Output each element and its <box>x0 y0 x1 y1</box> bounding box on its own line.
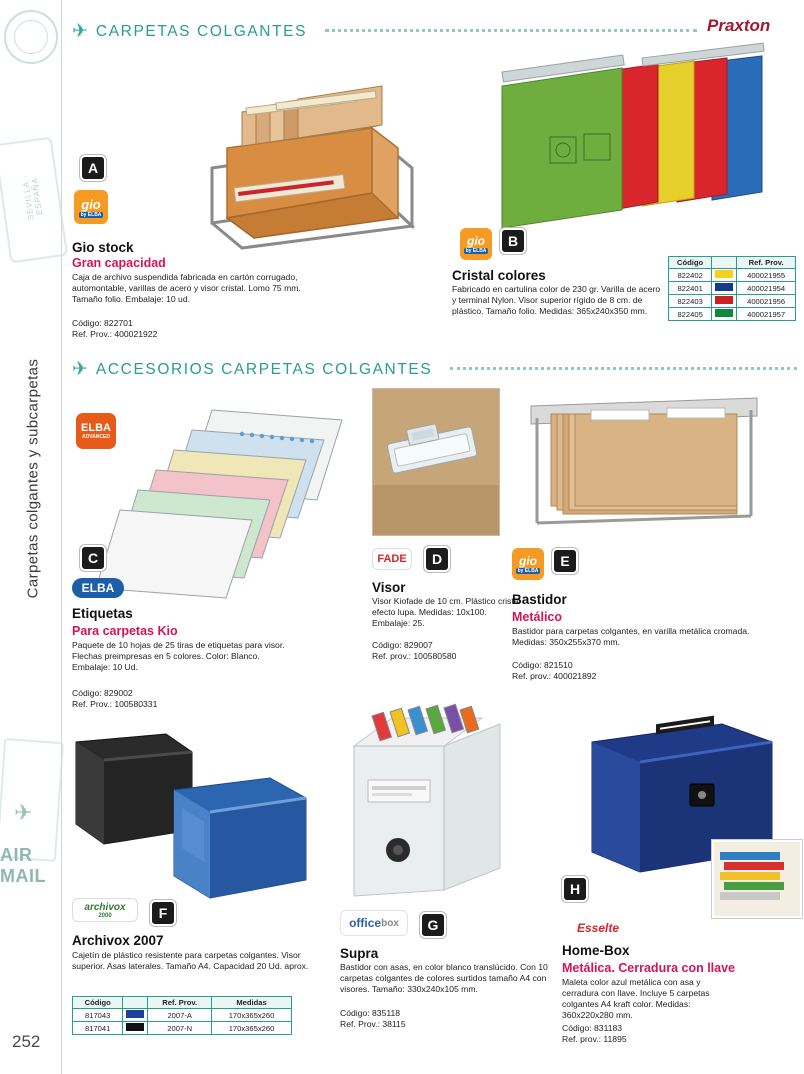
product-badge-d: D <box>424 546 450 572</box>
page-content <box>62 0 804 1074</box>
divider <box>450 367 797 370</box>
cell-color <box>712 308 737 321</box>
product-badge-b: B <box>500 228 526 254</box>
table-row <box>669 308 796 321</box>
cell-codigo: 822401 <box>669 282 712 295</box>
product-inset-image-home-box <box>712 840 802 918</box>
th-color <box>712 257 737 269</box>
product-code-e: Código: 821510 <box>512 660 573 670</box>
product-name-b: Cristal colores <box>452 268 546 283</box>
product-desc-e: Bastidor para carpetas colgantes, en varilla metálica cromada. Medidas: 350x255x370 mm. <box>512 626 750 647</box>
spec-table-b <box>668 256 796 321</box>
product-name-f: Archivox 2007 <box>72 933 164 948</box>
product-code-a: Código: 822701 <box>72 318 133 328</box>
product-image-bastidor <box>507 388 787 548</box>
cell-codigo: 822405 <box>669 308 712 321</box>
table-row <box>73 1009 292 1022</box>
cell-codigo: 822402 <box>669 269 712 282</box>
th-codigo: Código <box>73 997 123 1009</box>
cell-color <box>123 1009 148 1022</box>
product-image-supra <box>332 700 532 910</box>
brand-logo-praxton: Praxton <box>707 16 771 35</box>
product-name-d: Visor <box>372 580 406 595</box>
cell-codigo: 817043 <box>73 1009 123 1022</box>
th-ref: Ref. Prov. <box>737 257 796 269</box>
product-code-h: Código: 831183 <box>562 1023 623 1033</box>
product-subtitle-a: Gran capacidad <box>72 256 166 270</box>
product-image-visor <box>372 388 500 536</box>
section-vertical-label: Carpetas colgantes y subcarpetas <box>24 358 42 599</box>
table-row <box>669 282 796 295</box>
table-row <box>73 1022 292 1035</box>
product-ref-c: Ref. Prov.: 100580331 <box>72 699 158 709</box>
product-name-h: Home-Box <box>562 943 630 958</box>
product-badge-h: H <box>562 876 588 902</box>
product-badge-g: G <box>420 912 446 938</box>
product-desc-b: Fabricado en cartulina color de 230 gr. Varilla de acero y terminal Nylon. Visor superior rígido de 8 cm. de plástico. Tamaño folio. Medidas: 365x240x350 mm. <box>452 284 661 316</box>
cell-color <box>712 269 737 282</box>
postmark-stamp-icon <box>4 10 58 64</box>
cell-ref: 400021955 <box>737 269 796 282</box>
cell-color <box>712 282 737 295</box>
product-name-e: Bastidor <box>512 592 567 607</box>
left-rail <box>0 0 62 1074</box>
logo-archivox: archivox 2000 <box>72 898 138 922</box>
logo-gio: gio by ELBA <box>74 190 108 224</box>
product-ref-d: Ref. prov.: 100580580 <box>372 651 457 661</box>
cell-ref: 2007-N <box>148 1022 212 1035</box>
product-code-c: Código: 829002 <box>72 688 133 698</box>
logo-gio: gio by ELBA <box>460 228 492 260</box>
divider <box>325 29 697 32</box>
product-ref-h: Ref. prov.: 11895 <box>562 1034 627 1044</box>
cell-ref: 400021956 <box>737 295 796 308</box>
th-codigo: Código <box>669 257 712 269</box>
logo-officebox: office box <box>340 910 408 936</box>
logo-elba-word: ELBA <box>72 578 124 598</box>
product-desc-g: Bastidor con asas, en color blanco translúcido. Con 10 carpetas colgantes de colores surtidos tamaño A4 con visores. Tamaño: 330x240x105 mm. <box>340 962 548 994</box>
th-medidas: Medidas <box>212 997 292 1009</box>
product-code-d: Código: 829007 <box>372 640 433 650</box>
logo-elba: ELBA ADVANCED <box>76 413 116 449</box>
product-code-g: Código: 835118 <box>340 1008 401 1018</box>
th-color <box>123 997 148 1009</box>
cell-color <box>712 295 737 308</box>
product-desc-a: Caja de archivo suspendida fabricada en cartón corrugado, automontable, varillas de acero y visor cristal. Lomo 75 mm. Tamaño folio. Embalaje: 10 ud. <box>72 272 301 304</box>
airplane-icon: ✈ <box>14 800 33 825</box>
product-name-a: Gio stock <box>72 240 134 255</box>
cell-codigo: 822403 <box>669 295 712 308</box>
product-image-gio-stock <box>172 48 442 268</box>
product-image-archivox <box>70 712 330 912</box>
decorative-stamp-icon: SEVILLA · ESPAÑA <box>0 137 68 264</box>
section-title: ACCESORIOS CARPETAS COLGANTES <box>95 360 433 378</box>
product-name-c: Etiquetas <box>72 606 133 621</box>
product-subtitle-c: Para carpetas Kio <box>72 624 178 638</box>
spec-table-f <box>72 996 292 1035</box>
product-badge-f: F <box>150 900 176 926</box>
cell-medidas: 170x365x260 <box>212 1009 292 1022</box>
logo-gio: gio by ELBA <box>512 548 544 580</box>
airplane-icon: ✈ <box>72 21 88 42</box>
section-header-accesorios <box>72 360 797 379</box>
product-name-g: Supra <box>340 946 379 961</box>
table-row <box>669 295 796 308</box>
airplane-icon: ✈ <box>72 359 88 380</box>
product-subtitle-h: Metálica. Cerradura con llave <box>562 961 735 975</box>
airmail-label: AIR MAIL <box>0 845 46 886</box>
page-number: 252 <box>12 1032 41 1051</box>
product-desc-c: Paquete de 10 hojas de 25 tiras de etiquetas para visor. Flechas preimpresas en 5 colores. Color: Blanco. Embalaje: 10 Ud. <box>72 640 285 672</box>
product-image-etiquetas <box>92 390 382 615</box>
table-row <box>669 269 796 282</box>
product-badge-c: C <box>80 545 106 571</box>
section-header-carpetas-colgantes <box>72 22 697 41</box>
product-desc-d: Visor Kiofade de 10 cm. Plástico cristal efecto lupa. Medidas: 10x100. Embalaje: 25. <box>372 596 521 628</box>
cell-color <box>123 1022 148 1035</box>
th-ref: Ref. Prov. <box>148 997 212 1009</box>
product-ref-e: Ref. prov.: 400021892 <box>512 671 597 681</box>
cell-medidas: 170x365x260 <box>212 1022 292 1035</box>
product-image-cristal-colores <box>462 42 792 237</box>
product-desc-h: Maleta color azul metálica con asa y cerradura con llave. Incluye 5 carpetas colgantes A4 kraft color. Medidas: 360x220x280 mm. <box>562 977 710 1020</box>
logo-esselte: Esselte <box>560 918 636 938</box>
logo-fade: FADE <box>372 548 412 570</box>
product-ref-g: Ref. Prov.: 38115 <box>340 1019 406 1029</box>
product-subtitle-e: Metálico <box>512 610 563 624</box>
section-title: CARPETAS COLGANTES <box>95 22 308 40</box>
product-desc-f: Cajetín de plástico resistente para carpetas colgantes. Visor superior. Asas laterales. Tamaño A4. Capacidad 20 Ud. aprox. <box>72 950 309 971</box>
product-badge-e: E <box>552 548 578 574</box>
product-badge-a: A <box>80 155 106 181</box>
product-ref-a: Ref. Prov.: 400021922 <box>72 329 158 339</box>
cell-ref: 400021957 <box>737 308 796 321</box>
cell-codigo: 817041 <box>73 1022 123 1035</box>
cell-ref: 400021954 <box>737 282 796 295</box>
cell-ref: 2007-A <box>148 1009 212 1022</box>
